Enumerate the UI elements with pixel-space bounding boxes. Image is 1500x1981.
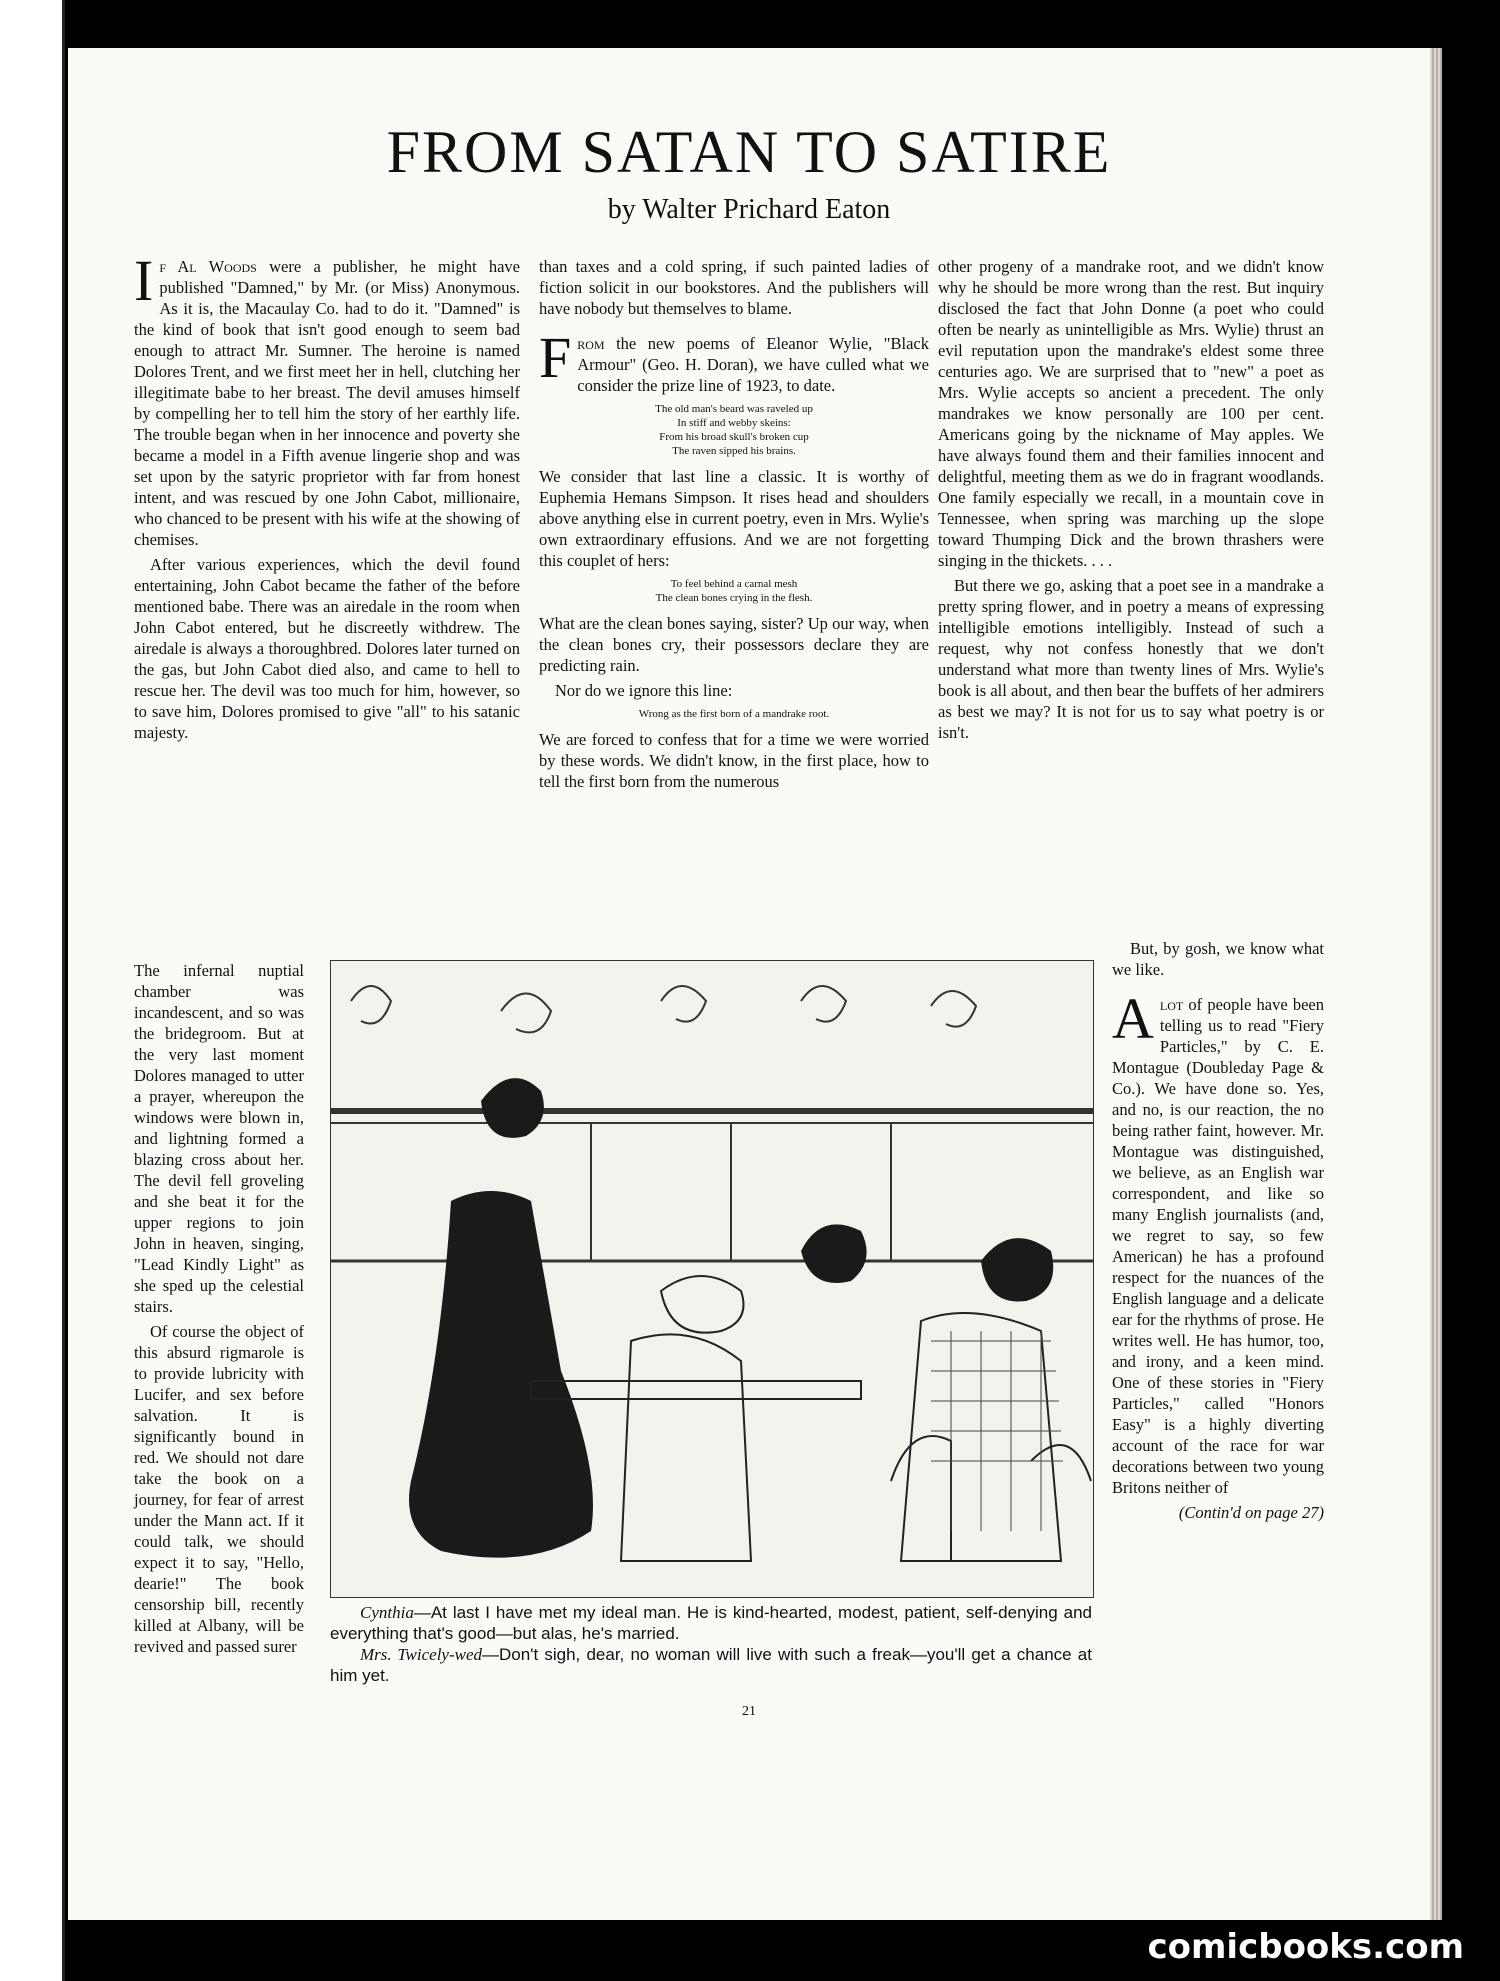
paragraph: After various experiences, which the devil found entertaining, John Cabot became the father of the before mentioned babe. There was an airedale in the room when John Cabot entered, but he discreetly withdrew. The airedale is always a thoroughbred. Dolores later turned on the gas, but John Cabot died also, and came to hell to rescue her. The devil was too much for him, however, so to save him, Dolores promised to give "all" to his satanic majesty. — [134, 555, 520, 742]
illustration — [330, 960, 1094, 1598]
magazine-page — [68, 48, 1430, 1920]
poem-line: The raven sipped his brains. — [672, 445, 796, 457]
poem-line: To feel behind a carnal mesh — [670, 578, 798, 590]
paragraph — [134, 248, 520, 550]
watermark: comicbooks.com — [1147, 1927, 1464, 1967]
caption-text: —At last I have met my ideal man. He is kind-hearted, modest, patient, self-denying and everything that's good—but alas, he's married. — [330, 1603, 1092, 1643]
paragraph: Nor do we ignore this line: — [555, 681, 733, 700]
paragraph-text: the new poems of Eleanor Wylie, "Black Armour" (Geo. H. Doran), we have culled what we consider the prize line of 1923, to date. — [577, 334, 929, 395]
paragraph: But, by gosh, we know what we like. — [1112, 939, 1324, 979]
poem-line: From his broad skull's broken cup — [659, 431, 809, 443]
poem-quote — [539, 402, 929, 458]
article-title: FROM SATAN TO SATIRE — [386, 119, 1112, 185]
paragraph: What are the clean bones saying, sister? Up our way, when the clean bones cry, their possessors declare they are predicting rain. — [539, 614, 929, 675]
poem-line: In stiff and webby skeins: — [677, 417, 791, 429]
speaker-name: Mrs. Twicely-wed — [360, 1645, 483, 1664]
paragraph-text: were a publisher, he might have published "Damned," by Mr. (or Miss) Anonymous. As it is, the Macaulay Co. had to do it. "Damned" is the kind of book that isn't good enough to seem bad enough to attract Mr. Sumner. The heroine is named Dolores Trent, and we first meet her in hell, clutching her illegitimate babe to her breast. The devil amuses himself by compelling her to tell him the story of her earthly life. The trouble began when in her innocence and poverty she became a model in a Fifth avenue lingerie shop and was set upon by the satyric proprietor with far from honest intent, and was rescued by one John Cabot, millionaire, who chanced to be present with his wife at the showing of chemises. — [134, 257, 520, 549]
paragraph: than taxes and a cold spring, if such painted ladies of fiction solicit in our bookstores. And the publishers will have nobody but themselves to blame. — [539, 257, 929, 318]
paragraph-text: of people have been telling us to read "Fiery Particles," by C. E. Montague (Doubleday Page & Co.). We have done so. Yes, and no, is our reaction, the no being rather faint, however. Mr. Montague was distinguished, we believe, as an English war correspondent, and like so many English journalists (and, we regret to say, so few American) he has a profound respect for the nuances of the English language and a delicate ear for the rhythms of prose. He writes well. He has humor, too, and irony, and a keen mind. One of these stories in "Fiery Particles," called "Honors Easy" is a highly diverting account of the race for war decorations between two young Britons neither of — [1112, 995, 1324, 1497]
lead-in: lot — [1159, 995, 1184, 1014]
paragraph: But there we go, asking that a poet see in a mandrake a pretty spring flower, and in poetry a means of expressing intelligible emotions intelligibly. Instead of such a request, why not confess honestly that we don't understand what more than twenty lines of Mrs. Wylie's book is all about, and then bear the buffets of her admirers as best we may? It is not for us to say what poetry is or isn't. — [938, 576, 1324, 742]
speaker-name: Cynthia — [360, 1603, 414, 1622]
drop-cap: A — [1112, 986, 1154, 1051]
continuation-note: (Contin'd on page 27) — [1178, 1503, 1324, 1522]
paragraph: Of course the object of this absurd rigmarole is to provide lubricity with Lucifer, and sex before salvation. It is significantly bound in red. We should not dare take the book on a journey, for fear of arrest under the Mann act. If it could talk, we should expect it to say, "Hello, dearie!" The book censorship bill, recently killed at Albany, will be revived and passed surer — [134, 1322, 304, 1656]
paragraph: other progeny of a mandrake root, and we didn't know why he should be more wrong than the rest. But inquiry disclosed the fact that John Donne (a poet who could often be nearly as unintelligible as Mrs. Wylie) thrust an evil reputation upon the mandrake's eldest some three centuries ago. We are surprised that to "new" a poet as Mrs. Wylie accepts so ancient a precedent. The only mandrakes we know personally are 100 per cent. Americans going by the nickname of May apples. We have always found them and their families innocent and delightful, meeting them as we do in fragrant woodlands. One family especially we recall, in a mountain cove in Tennessee, when spring was marching up the slope toward Thumping Dick and the brown thrashers were singing in the thickets. . . . — [938, 257, 1324, 570]
paragraph — [1112, 986, 1324, 1498]
lead-in: rom — [577, 334, 605, 353]
byline: by Walter Prichard Eaton — [607, 194, 891, 225]
poem-line: Wrong as the first born of a mandrake root. — [638, 708, 830, 720]
facing-page-edge — [0, 0, 65, 1981]
drop-cap: I — [134, 248, 154, 313]
page-block-edge — [1430, 48, 1442, 1920]
column-3 — [938, 256, 1324, 747]
paragraph: We consider that last line a classic. It is worthy of Euphemia Hemans Simpson. It rises head and shoulders above anything else in current poetry, even in Mrs. Wylie's own extraordinary effusions. And we are not forgetting this couplet of hers: — [539, 467, 929, 570]
illustration-caption — [330, 1602, 1092, 1686]
column-1 — [134, 248, 520, 747]
poem-quote — [539, 707, 929, 721]
illustration-drawing — [331, 961, 1093, 1597]
caption-text: —Don't sigh, dear, no woman will live with such a freak—you'll get a chance at him yet. — [330, 1645, 1092, 1685]
poem-line: The clean bones crying in the flesh. — [655, 592, 813, 604]
paragraph: The infernal nuptial chamber was incandescent, and so was the bridegroom. But at the very last moment Dolores managed to utter a prayer, whereupon the windows were blown in, and lightning formed a blazing cross about her. The devil fell groveling and she beat it for the upper regions to join John in heaven, singing, "Lead Kindly Light" as she sped up the celestial stairs. — [134, 961, 304, 1316]
page-number: 21 — [742, 1704, 756, 1719]
column-4 — [1112, 938, 1324, 1527]
paragraph: We are forced to confess that for a time we were worried by these words. We didn't know, in the first place, how to tell the first born from the numerous — [539, 730, 929, 791]
poem-quote — [539, 577, 929, 605]
paragraph — [539, 325, 929, 396]
caption-line — [330, 1602, 1092, 1644]
lead-in: f Al Woods — [159, 257, 257, 276]
poem-line: The old man's beard was raveled up — [655, 403, 813, 415]
drop-cap: F — [539, 325, 572, 390]
column-1-narrow — [134, 960, 304, 1661]
caption-line — [330, 1644, 1092, 1686]
column-2 — [539, 256, 929, 796]
